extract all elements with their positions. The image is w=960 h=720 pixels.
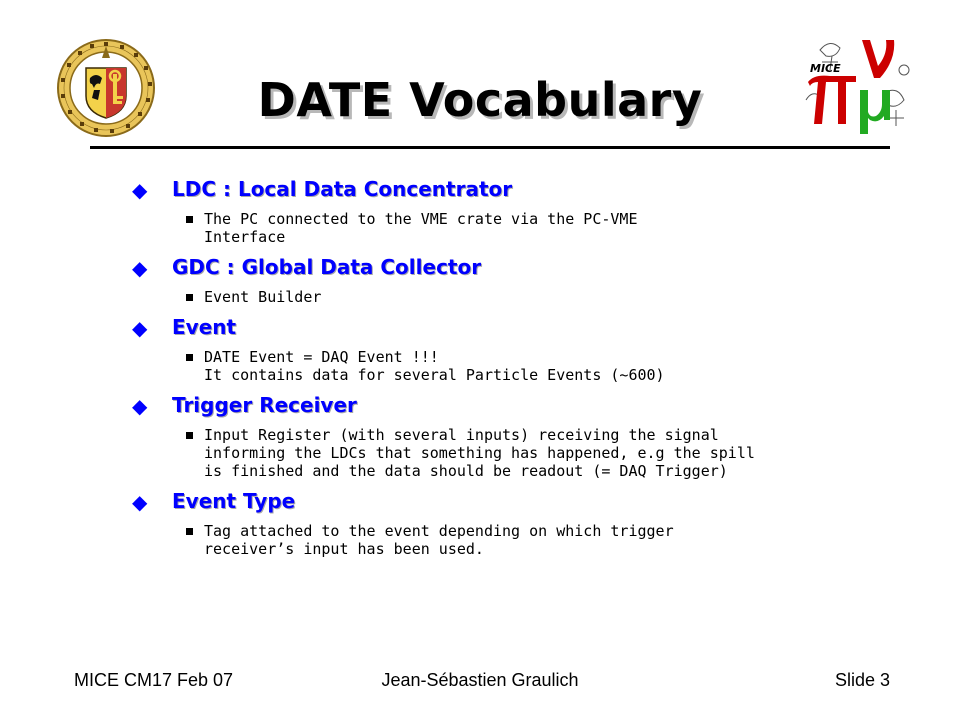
item-heading: Event Type [172, 489, 296, 513]
list-item-ldc [132, 174, 892, 246]
slide-title: DATE Vocabulary [257, 73, 703, 127]
sub-item [204, 522, 892, 558]
title-divider [90, 146, 890, 149]
list-item-gdc [132, 252, 892, 306]
university-of-geneva-seal-icon [56, 38, 156, 138]
sub-item-text: DATE Event = DAQ Event !!! It contains data for several Particle Events (~600) [204, 348, 665, 384]
square-bullet-icon [186, 354, 193, 361]
footer-event: MICE CM17 Feb 07 [74, 670, 234, 690]
sub-item [204, 210, 892, 246]
sub-item-text: Event Builder [204, 288, 322, 306]
square-bullet-icon [186, 216, 193, 223]
list-item-trigger-receiver [132, 390, 892, 480]
diamond-bullet-icon: ◆ [132, 490, 148, 514]
item-heading: LDC : Local Data Concentrator [172, 177, 513, 201]
list-item-event-type [132, 486, 892, 558]
square-bullet-icon [186, 294, 193, 301]
sub-item-text: Tag attached to the event depending on which trigger receiver’s input has been used. [204, 522, 674, 558]
diamond-bullet-icon: ◆ [132, 316, 148, 340]
diamond-bullet-icon: ◆ [132, 394, 148, 418]
sub-item-text: Input Register (with several inputs) receiving the signal informing the LDCs that something has happened, e.g the spill is finished and the data should be readout (= DAQ Trigger) [204, 426, 755, 480]
sub-item [204, 348, 892, 384]
bullet-list [132, 174, 892, 564]
square-bullet-icon [186, 432, 193, 439]
item-heading: GDC : Global Data Collector [172, 255, 482, 279]
sub-item-text: The PC connected to the VME crate via the PC-VME Interface [204, 210, 638, 246]
mice-pi-mu-nu-logo-icon [800, 30, 912, 138]
diamond-bullet-icon: ◆ [132, 178, 148, 202]
sub-item [204, 426, 892, 480]
list-item-event [132, 312, 892, 384]
sub-item [204, 288, 892, 306]
footer-author: Jean-Sébastien Graulich [381, 670, 579, 690]
item-heading: Event [172, 315, 237, 339]
footer-slide-number: Slide 3 [834, 670, 890, 690]
square-bullet-icon [186, 528, 193, 535]
diamond-bullet-icon: ◆ [132, 256, 148, 280]
item-heading: Trigger Receiver [172, 393, 357, 417]
svg-text:MICE: MICE [810, 62, 841, 75]
